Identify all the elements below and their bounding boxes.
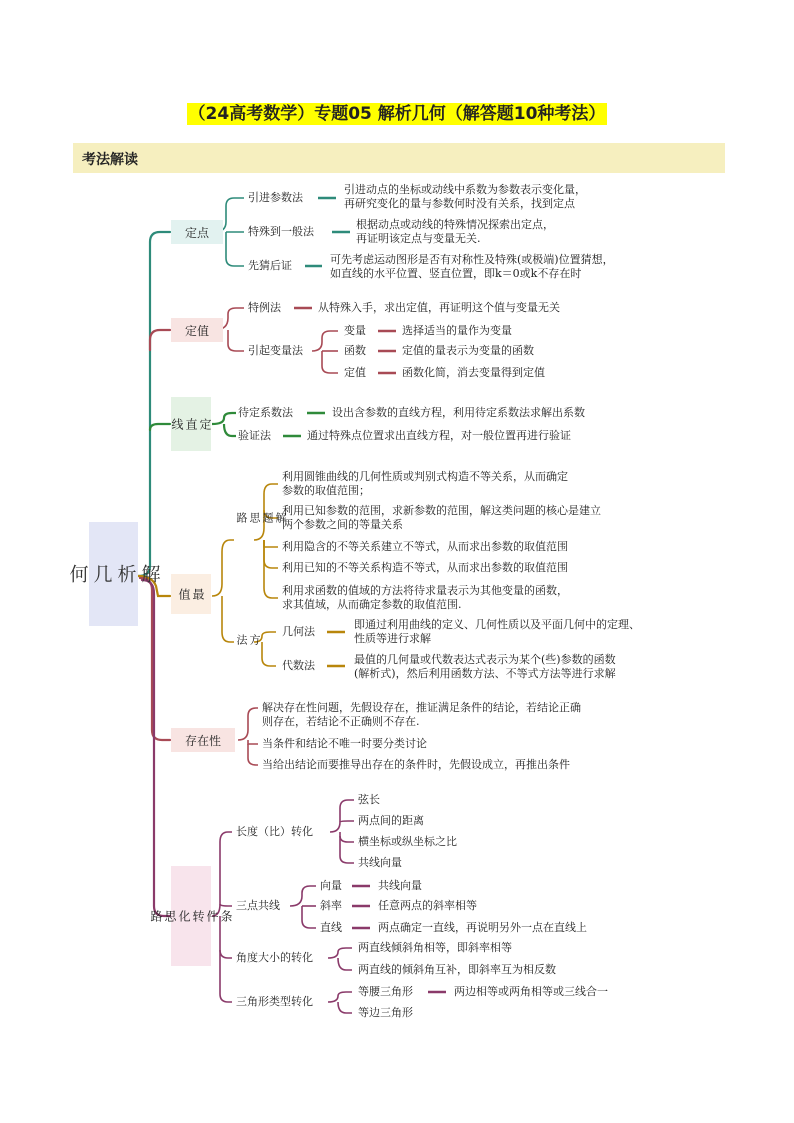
- tiaojian-item-1-label: 三点共线: [236, 899, 280, 912]
- connector-tiaojian: [142, 580, 170, 916]
- tiaojian-item-1-sub-0-label: 向量: [320, 879, 342, 892]
- zuizhi-method-1-label: 代数法: [282, 659, 315, 672]
- dingzhi-sub-0-desc: 选择适当的量作为变量: [402, 324, 512, 337]
- zuizhi-thinking-2: 利用隐含的不等关系建立不等式，从而求出参数的取值范围: [282, 540, 568, 553]
- dingdian-item-0-desc: 引进动点的坐标或动线中系数为参数表示变化量， 再研究变化的量与参数何时没有关系，找到定点: [344, 183, 586, 210]
- tiaojian-item-2-label: 角度大小的转化: [236, 951, 313, 964]
- section-label: 考法解读: [82, 152, 138, 168]
- tiaojian-item-1-sub-1-label: 斜率: [320, 899, 342, 912]
- dingdian-item-0-label: 引进参数法: [248, 191, 303, 204]
- branch-zuizhi-label: 最 值: [177, 587, 205, 601]
- branch-cunzaixing-label: 存在性: [184, 733, 221, 748]
- branch-zuizhi: [171, 574, 211, 614]
- dingzhixian-item-0-label: 待定系数法: [238, 406, 293, 419]
- branch-tiaojian: [149, 866, 233, 966]
- connector-dingzhixian: [150, 424, 170, 430]
- connector-dingdian: [138, 232, 170, 576]
- branch-dingdian-label: 定点: [184, 225, 209, 240]
- branch-dingzhi: [171, 318, 223, 342]
- branch-dingzhixian: [171, 397, 211, 451]
- zuizhi-method-0-label: 几何法: [282, 625, 315, 638]
- dingdian-item-1-desc: 根据动点或动线的特殊情况探索出定点， 再证明该定点与变量无关.: [356, 218, 554, 245]
- tiaojian-item-1-sub-2-label: 直线: [320, 921, 342, 934]
- tiaojian-item-0-label: 长度（比）转化: [236, 825, 313, 838]
- dingzhi-sub-2-label: 定值: [344, 366, 366, 379]
- tiaojian-item-1-sub-2-desc: 两点确定一直线，再说明另外一点在直线上: [378, 921, 587, 934]
- cunzaixing-item-2: 当给出结论而要推导出存在的条件时，先假设成立，再推出条件: [262, 758, 570, 771]
- dingdian-item-2-desc: 可先考虑运动图形是否有对称性及特殊(或极端)位置猜想， 如直线的水平位置、竖直位置，即k＝0或k不存在时: [330, 253, 614, 280]
- tiaojian-item-0-leaf-2: 横坐标或纵坐标之比: [358, 835, 457, 848]
- branch-tiaojian-label: 条 件 转 化 思 路: [149, 909, 233, 923]
- zuizhi-thinking-3: 利用已知的不等关系构造不等式，从而求出参数的取值范围: [282, 561, 568, 574]
- zuizhi-thinking-4: 利用求函数的值域的方法将待求量表示为其他变量的函数， 求其值域，从而确定参数的取值范围.: [282, 584, 568, 611]
- dingzhi-item-0-label: 特例法: [248, 301, 281, 314]
- dingdian-item-1-label: 特殊到一般法: [248, 225, 314, 238]
- branch-dingzhi-label: 定值: [184, 323, 209, 338]
- connector-dingzhi: [150, 330, 170, 350]
- tiaojian-item-0-leaf-3: 共线向量: [358, 856, 402, 869]
- tiaojian-item-3-sub-0-label: 等腰三角形: [358, 985, 413, 998]
- tiaojian-item-2-leaf-1: 两直线的倾斜角互补，即斜率互为相反数: [358, 963, 556, 976]
- branch-dingzhixian-label: 定 直 线: [170, 417, 212, 431]
- dingzhi-sub-2-desc: 函数化简，消去变量得到定值: [402, 366, 545, 379]
- zuizhi-method-0-desc: 即通过利用曲线的定义、几何性质以及平面几何中的定理、 性质等进行求解: [354, 618, 640, 645]
- tiaojian-item-2-leaf-0: 两直线倾斜角相等，即斜率相等: [358, 941, 512, 954]
- zuizhi-thinking-0: 利用圆锥曲线的几何性质或判别式构造不等关系，从而确定 参数的取值范围；: [282, 470, 568, 497]
- root-label: 解 析 几 何: [66, 564, 161, 584]
- branch-cunzaixing: [171, 728, 235, 752]
- tiaojian-item-0-leaf-1: 两点间的距离: [358, 814, 424, 827]
- branch-dingdian: [171, 220, 223, 244]
- tiaojian-item-1-sub-0-desc: 共线向量: [378, 879, 422, 892]
- root-node: [66, 522, 161, 626]
- tiaojian-item-3-label: 三角形类型转化: [236, 995, 313, 1008]
- zuizhi-thinking-1: 利用已知参数的范围，求新参数的范围，解这类问题的核心是建立 两个参数之间的等量关系: [282, 504, 601, 531]
- zuizhi-thinking-label: 解 题 思 路: [235, 512, 287, 524]
- dingzhi-sub-1-desc: 定值的量表示为变量的函数: [402, 344, 534, 357]
- dingzhixian-item-0-desc: 设出含参数的直线方程，利用待定系数法求解出系数: [332, 406, 585, 419]
- dingdian-item-2-label: 先猜后证: [248, 259, 292, 272]
- dingzhi-sub-1-label: 函数: [344, 344, 366, 357]
- tiaojian-item-1-sub-1-desc: 任意两点的斜率相等: [378, 899, 477, 912]
- dingzhi-item-0-desc: 从特殊入手，求出定值，再证明这个值与变量无关: [318, 301, 560, 314]
- dingzhixian-item-1-label: 验证法: [238, 429, 271, 442]
- tiaojian-item-0-leaf-0: 弦长: [358, 793, 380, 806]
- dingzhi-item-1-label: 引起变量法: [248, 344, 303, 357]
- tiaojian-item-3-sub-1-label: 等边三角形: [358, 1006, 413, 1019]
- dingzhixian-item-1-desc: 通过特殊点位置求出直线方程，对一般位置再进行验证: [307, 429, 571, 442]
- zuizhi-method-1-desc: 最值的几何量或代数表达式表示为某个(些)参数的函数 (解析式)，然后利用函数方法、不等式方法等进行求解: [354, 653, 616, 680]
- cunzaixing-item-1: 当条件和结论不唯一时要分类讨论: [262, 737, 427, 750]
- cunzaixing-item-0: 解决存在性问题，先假设存在，推证满足条件的结论，若结论正确 则存在，若结论不正确则不存在.: [262, 701, 581, 728]
- tiaojian-item-3-sub-0-desc: 两边相等或两角相等或三线合一: [454, 985, 608, 998]
- page-title-text: （24高考数学）专题05 解析几何（解答题10种考法）: [188, 104, 606, 124]
- zuizhi-methods-label: 方 法: [235, 634, 261, 646]
- dingzhi-sub-0-label: 变量: [344, 324, 366, 337]
